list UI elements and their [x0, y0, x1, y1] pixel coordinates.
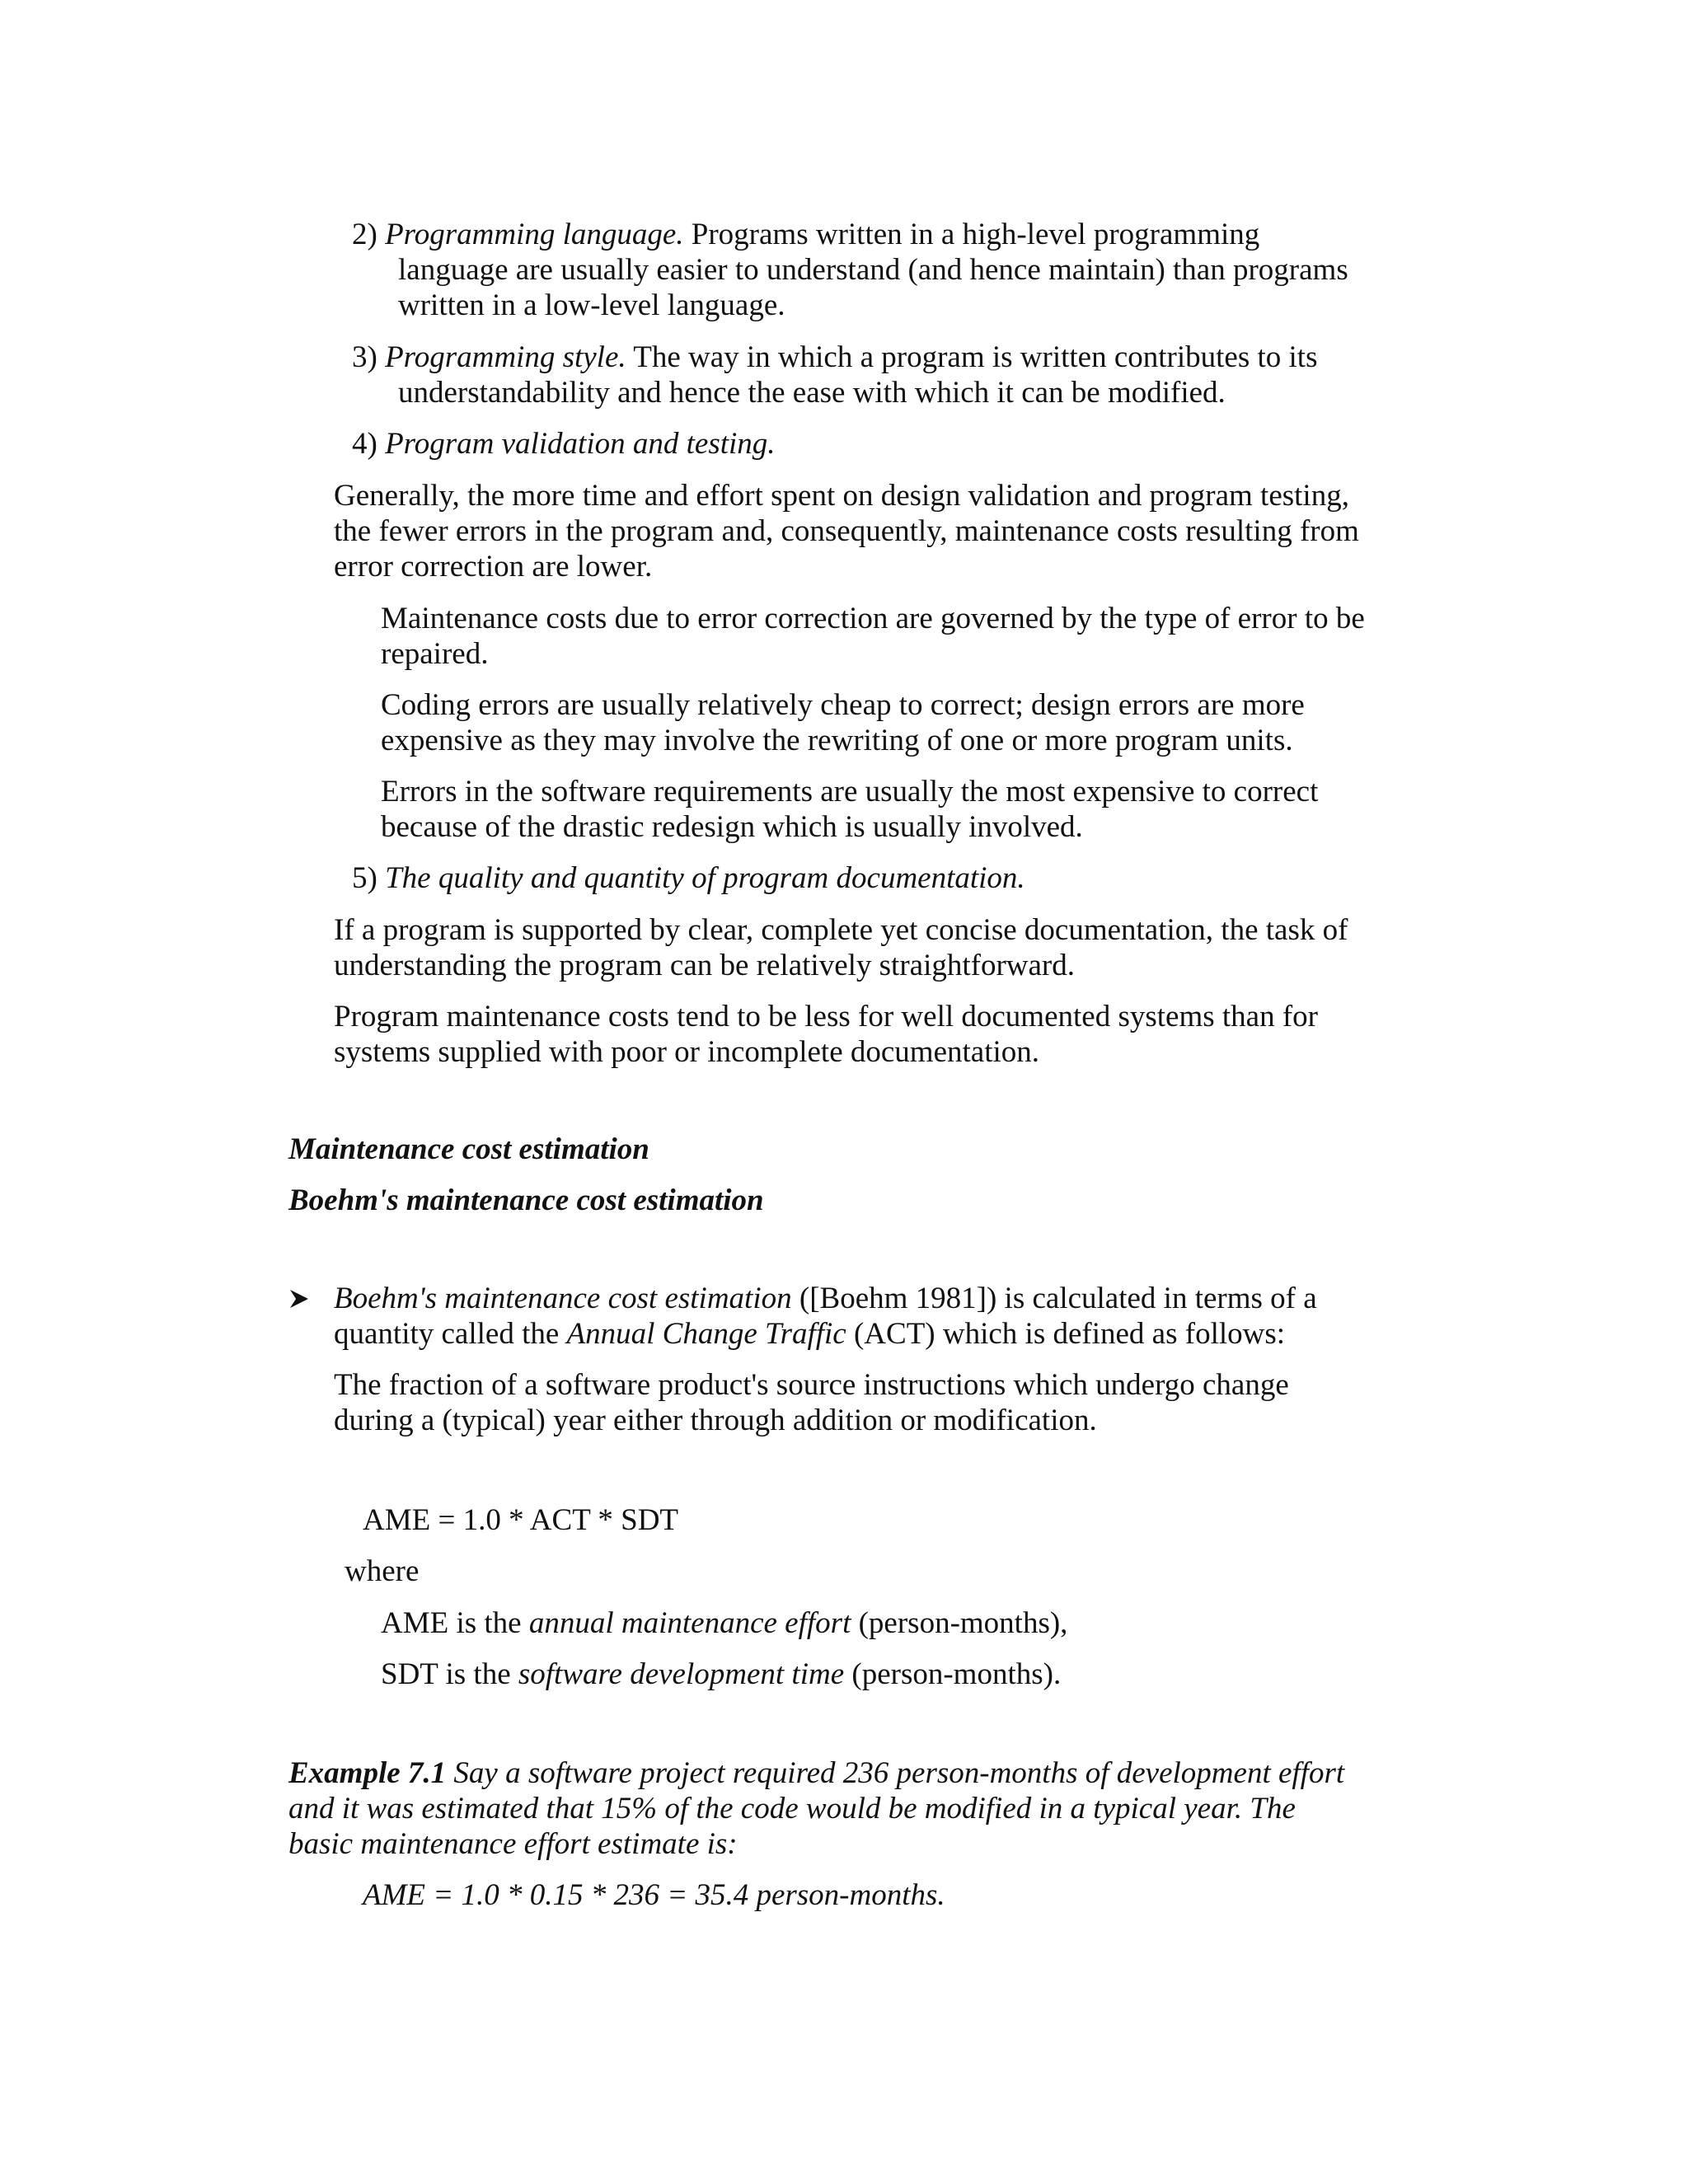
requirements-errors-paragraph-line-1: Errors in the software requirements are usually the most expensive to correct: [381, 775, 1319, 808]
subsection-heading: Boehm's maintenance cost estimation: [288, 1183, 764, 1217]
item-term: Programming language.: [385, 218, 684, 251]
bullet-text: ([Boehm 1981]) is calculated in terms of a: [791, 1282, 1317, 1315]
definition-term: annual maintenance effort: [528, 1606, 851, 1640]
example-line-2: and it was estimated that 15% of the code would be modified in a typical year. The: [288, 1792, 1296, 1825]
formula-where: where: [345, 1554, 420, 1588]
definition-text: (person-months),: [851, 1606, 1068, 1640]
example-label: Example 7.1: [288, 1756, 447, 1790]
item-term: Program validation and testing.: [385, 427, 776, 461]
bullet-text: (ACT) which is defined as follows:: [846, 1317, 1286, 1351]
list-item-5: [352, 860, 1025, 897]
requirements-errors-paragraph-line-2: because of the drastic redesign which is usually involved.: [381, 810, 1083, 844]
ame-formula: AME = 1.0 * ACT * SDT: [363, 1503, 679, 1537]
item-number: 4): [352, 427, 377, 461]
sdt-definition: [381, 1657, 1061, 1693]
section-heading: Maintenance cost estimation: [288, 1132, 649, 1166]
bullet-text: quantity called the: [334, 1317, 567, 1351]
list-item-3-line-1: [352, 340, 1317, 376]
bullet-line-2: [334, 1316, 1285, 1352]
item-term: The quality and quantity of program documentation.: [385, 861, 1025, 895]
example-calculation: AME = 1.0 * 0.15 * 236 = 35.4 person-months.: [363, 1878, 945, 1912]
documentation-paragraph-2-line-1: Program maintenance costs tend to be less for well documented systems than for: [334, 1000, 1318, 1033]
arrowhead-bullet-icon: [288, 1288, 310, 1310]
list-item-2-line-1: [352, 217, 1259, 253]
ame-definition: [381, 1605, 1067, 1642]
validation-paragraph-line-3: error correction are lower.: [334, 550, 653, 583]
validation-paragraph-line-1: Generally, the more time and effort spent on design validation and program testing,: [334, 479, 1349, 513]
item-number: 3): [352, 340, 377, 374]
list-item-2-line-3: written in a low-level language.: [398, 288, 785, 322]
validation-paragraph-line-2: the fewer errors in the program and, consequently, maintenance costs resulting from: [334, 514, 1359, 548]
coding-errors-paragraph-line-2: expensive as they may involve the rewriting of one or more program units.: [381, 724, 1293, 757]
item-text: Programs written in a high-level programming: [683, 218, 1260, 251]
definition-line-1: The fraction of a software product's source instructions which undergo change: [334, 1368, 1289, 1402]
coding-errors-paragraph-line-1: Coding errors are usually relatively cheap to correct; design errors are more: [381, 688, 1305, 722]
documentation-paragraph-1-line-1: If a program is supported by clear, complete yet concise documentation, the task of: [334, 913, 1348, 947]
bullet-line-1: [334, 1281, 1317, 1317]
error-type-paragraph-line-2: repaired.: [381, 637, 489, 671]
item-term: Programming style.: [385, 340, 626, 374]
list-item-2-line-2: language are usually easier to understand (and hence maintain) than programs: [398, 253, 1348, 287]
definition-term: software development time: [518, 1657, 845, 1691]
bullet-term: Annual Change Traffic: [566, 1317, 846, 1351]
error-type-paragraph-line-1: Maintenance costs due to error correction are governed by the type of error to be: [381, 602, 1365, 635]
documentation-paragraph-1-line-2: understanding the program can be relatively straightforward.: [334, 949, 1075, 982]
bullet-term: Boehm's maintenance cost estimation: [334, 1282, 792, 1315]
item-number: 5): [352, 861, 377, 895]
example-text: Say a software project required 236 person-months of development effort: [446, 1756, 1345, 1790]
item-number: 2): [352, 218, 377, 251]
documentation-paragraph-2-line-2: systems supplied with poor or incomplete documentation.: [334, 1035, 1040, 1069]
list-item-3-line-2: understandability and hence the ease with which it can be modified.: [398, 376, 1226, 410]
example-line-3: basic maintenance effort estimate is:: [288, 1827, 738, 1861]
definition-line-2: during a (typical) year either through addition or modification.: [334, 1404, 1097, 1437]
list-item-4: [352, 426, 776, 462]
definition-text: SDT is the: [381, 1657, 518, 1691]
definition-text: AME is the: [381, 1606, 529, 1640]
example-line-1: [288, 1755, 1344, 1792]
item-text: The way in which a program is written contributes to its: [626, 340, 1318, 374]
definition-text: (person-months).: [844, 1657, 1062, 1691]
